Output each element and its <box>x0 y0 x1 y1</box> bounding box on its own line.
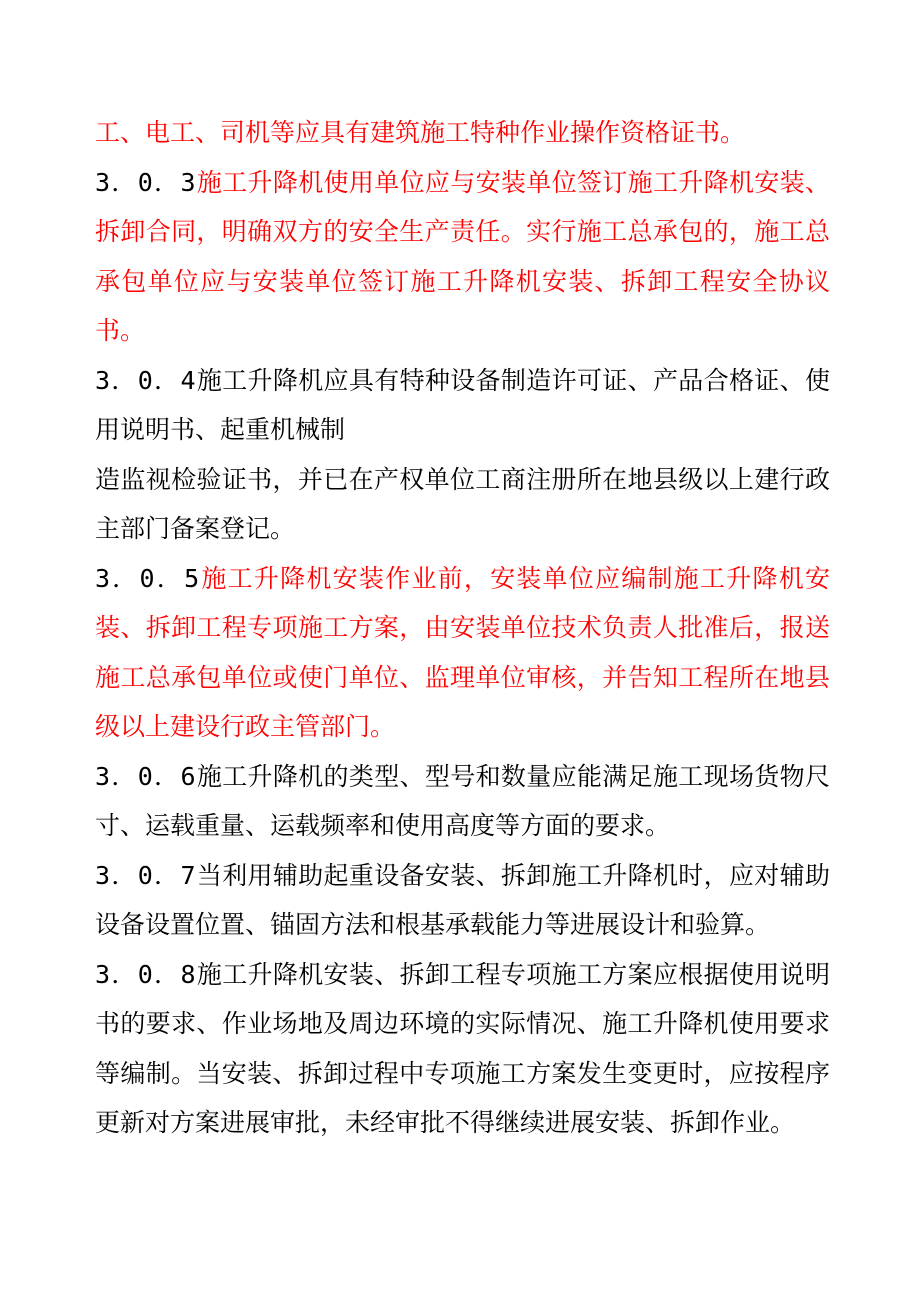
paragraph-text: 当利用辅助起重设备安装、拆卸施工升降机时，应对辅助设备设置位置、锚固方法和根基承载能力等进展设计和验算。 <box>95 860 830 939</box>
clause-number: 3．0．5 <box>95 563 201 593</box>
paragraph-text: 施工升降机应具有特种设备制造许可证、产品合格证、使用说明书、起重机械制 <box>95 365 830 444</box>
paragraph-text: 工、电工、司机等应具有建筑施工特种作业操作资格证书。 <box>95 118 746 147</box>
paragraph-3-0-4-continued <box>95 455 830 554</box>
clause-number: 3．0．3 <box>95 167 197 197</box>
paragraph-3-0-3 <box>95 158 830 356</box>
paragraph-3-0-8 <box>95 950 830 1148</box>
clause-number: 3．0．8 <box>95 959 197 989</box>
paragraph-text: 施工升降机使用单位应与安装单位签订施工升降机安装、拆卸合同，明确双方的安全生产责任。实行施工总承包的，施工总承包单位应与安装单位签订施工升降机安装、拆卸工程安全协议书。 <box>95 167 830 345</box>
document-page <box>95 108 830 1148</box>
clause-number: 3．0．7 <box>95 860 197 890</box>
paragraph-text: 施工升降机安装、拆卸工程专项施工方案应根据使用说明书的要求、作业场地及周边环境的实际情况、施工升降机使用要求等编制。当安装、拆卸过程中专项施工方案发生变更时，应按程序更新对方案进展审批，未经审批不得继续进展安装、拆卸作业。 <box>95 959 830 1137</box>
paragraph-3-0-7 <box>95 851 830 950</box>
clause-number: 3．0．6 <box>95 761 197 791</box>
paragraph-3-0-4 <box>95 356 830 455</box>
paragraph-text: 施工升降机的类型、型号和数量应能满足施工现场货物尺寸、运载重量、运载频率和使用高度等方面的要求。 <box>95 761 830 840</box>
paragraph-text: 造监视检验证书，并已在产权单位工商注册所在地县级以上建行政主部门备案登记。 <box>95 464 830 543</box>
clause-number: 3．0．4 <box>95 365 197 395</box>
paragraph-3-0-5 <box>95 554 830 752</box>
paragraph-3-0-2-continued <box>95 108 830 158</box>
paragraph-text: 施工升降机安装作业前，安装单位应编制施工升降机安装、拆卸工程专项施工方案，由安装单位技术负责人批准后，报送施工总承包单位或使门单位、监理单位审核，并告知工程所在地县级以上建设行政主管部门。 <box>95 563 830 741</box>
paragraph-3-0-6 <box>95 752 830 851</box>
